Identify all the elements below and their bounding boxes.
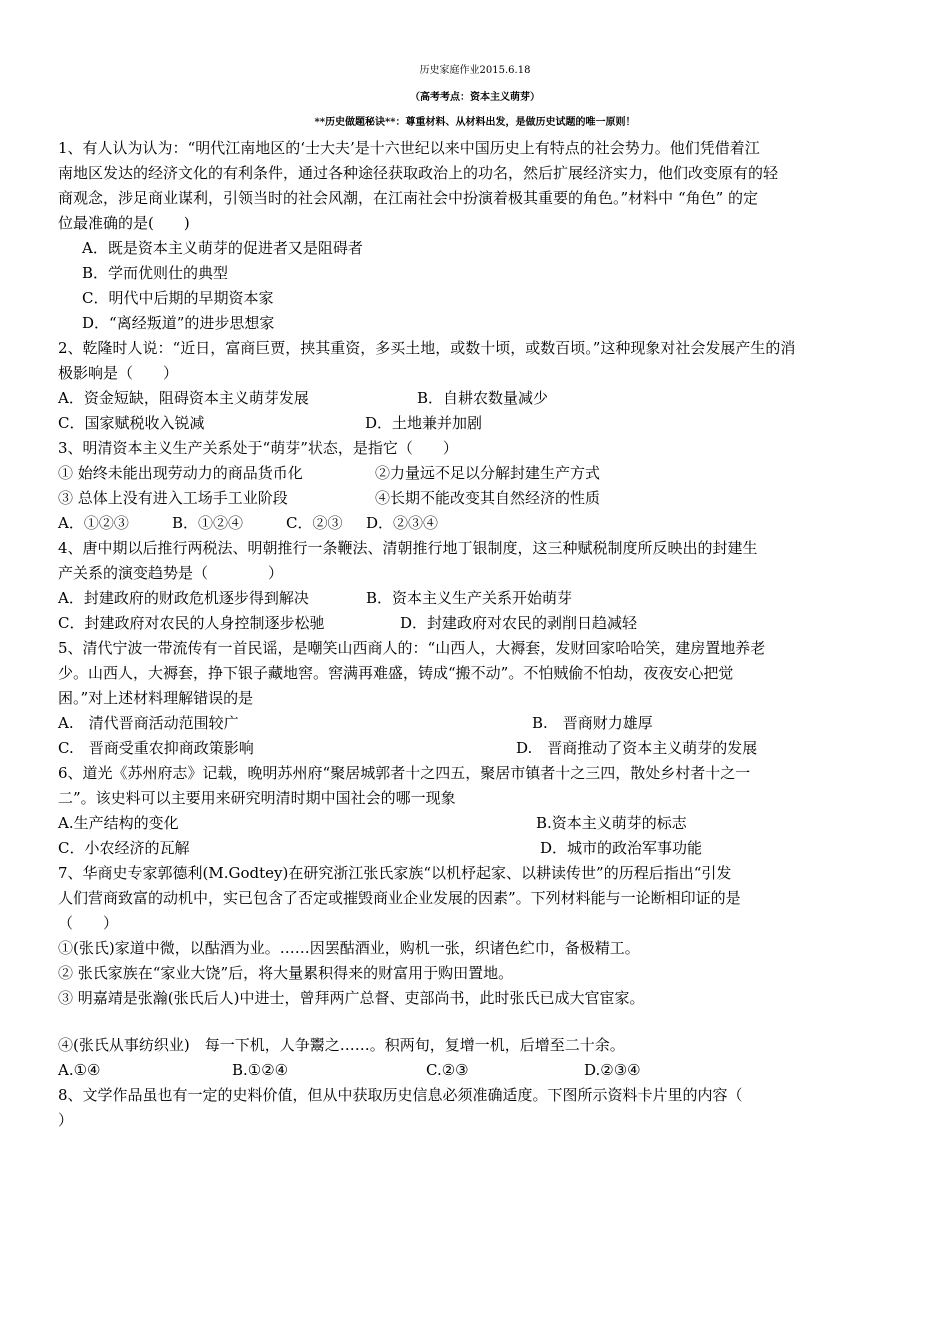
q6-option-d: D．城市的政治军事功能 (540, 839, 703, 857)
q7-item-1: ①(张氏)家道中微，以酤酒为业。……因罢酤酒业，购机一张，织诸色纻巾，备极精工。 (58, 939, 640, 957)
q6-stem-line: 二”。该史料可以主要用来研究明清时期中国社会的哪一现象 (58, 789, 456, 807)
page-subtitle: （高考考点：资本主义萌芽） (410, 92, 540, 103)
q1-stem-line: 1、有人认为认为：“明代江南地区的‘士大夫’是十六世纪以来中国历史上有特点的社会势力。他们凭借着江 (58, 139, 760, 157)
page-title: 历史家庭作业2015.6.18 (419, 65, 531, 76)
q5-option-b: B. 晋商财力雄厚 (532, 714, 653, 732)
q4-option-a: A．封建政府的财政危机逐步得到解决 (58, 589, 309, 607)
q1-stem-line: 商观念，涉足商业谋利，引领当时的社会风潮，在江南社会中扮演着极其重要的角色。”材料中 “角色” 的定 (58, 189, 759, 207)
q8-stem-line: ） (58, 1111, 74, 1129)
q3-item-2: ②力量远不足以分解封建生产方式 (375, 464, 601, 482)
q4-option-d: D．封建政府对农民的剥削日趋减轻 (400, 614, 638, 632)
q7-option-d: D.②③④ (584, 1061, 641, 1079)
q2-option-b: B．自耕农数量减少 (417, 389, 549, 407)
q7-option-c: C.②③ (426, 1061, 469, 1079)
q6-stem-line: 6、道光《苏州府志》记载，晚明苏州府“聚居城郭者十之四五，聚居市镇者十之三四，散处乡村者十之一 (58, 764, 751, 782)
q1-option-d: D．“离经叛道”的进步思想家 (82, 314, 275, 332)
q7-stem-line: 人们营商致富的动机中，实已包含了否定或摧毁商业企业发展的因素”。下列材料能与一论断相印证的是 (58, 889, 741, 907)
q8-stem-line: 8、文学作品虽也有一定的史料价值，但从中获取历史信息必须准确适度。下图所示资料卡片里的内容（ (58, 1086, 743, 1104)
q5-stem-line: 少。山西人，大褥套，挣下银子藏地窖。窖满再难盛，铸成“搬不动”。不怕贼偷不怕劫，夜夜安心把觉 (58, 664, 734, 682)
q2-option-d: D．土地兼并加剧 (365, 414, 483, 432)
q7-stem-line: 7、华商史专家郭德利(M.Godtey)在研究浙江张氏家族“以机杼起家、以耕读传世”的历程后指出“引发 (58, 864, 732, 882)
q3-option-d: D．②③④ (366, 514, 439, 532)
q3-option-a: A．①②③ (58, 514, 129, 532)
q1-option-b: B．学而优则仕的典型 (82, 264, 229, 282)
q1-stem-line: 位最准确的是( ) (58, 214, 190, 232)
q6-option-a: A.生产结构的变化 (58, 814, 179, 832)
q1-stem-line: 南地区发达的经济文化的有利条件，通过各种途径获取政治上的功名，然后扩展经济实力，他们改变原有的轻 (58, 164, 779, 182)
q2-stem-line: 2、乾隆时人说：“近日，富商巨贾，挟其重资，多买土地，或数十顷，或数百顷。”这种现象对社会发展产生的消 (58, 339, 796, 357)
q7-stem-line: （ ） (58, 914, 119, 932)
q1-option-c: C．明代中后期的早期资本家 (82, 289, 274, 307)
q7-item-2: ② 张氏家族在“家业大饶”后，将大量累积得来的财富用于购田置地。 (58, 964, 514, 982)
q7-option-a: A.①④ (58, 1061, 101, 1079)
q2-option-c: C．国家赋税收入锐减 (58, 414, 205, 432)
motto: **历史做题秘诀**：尊重材料、从材料出发，是做历史试题的唯一原则！ (314, 117, 636, 128)
q4-option-c: C．封建政府对农民的人身控制逐步松驰 (58, 614, 325, 632)
q4-stem-line: 4、唐中期以后推行两税法、明朝推行一条鞭法、清朝推行地丁银制度，这三种赋税制度所反映出的封建生 (58, 539, 758, 557)
q6-option-b: B.资本主义萌芽的标志 (536, 814, 687, 832)
q2-stem-line: 极影响是（ ） (58, 364, 179, 382)
q5-stem-line: 困。”对上述材料理解错误的是 (58, 689, 254, 707)
q3-item-4: ④长期不能改变其自然经济的性质 (375, 489, 601, 507)
q5-option-d: D. 晋商推动了资本主义萌芽的发展 (516, 739, 758, 757)
q3-stem-line: 3、明清资本主义生产关系处于“萌芽”状态，是指它（ ） (58, 439, 458, 457)
q6-option-c: C．小农经济的瓦解 (58, 839, 190, 857)
q3-item-3: ③ 总体上没有进入工场手工业阶段 (58, 489, 288, 507)
q7-item-3: ③ 明嘉靖是张瀚(张氏后人)中进士，曾拜两广总督、吏部尚书，此时张氏已成大官宦家。 (58, 989, 645, 1007)
q4-stem-line: 产关系的演变趋势是（ ） (58, 564, 284, 582)
q2-option-a: A．资金短缺，阻碍资本主义萌芽发展 (58, 389, 309, 407)
q5-option-c: C. 晋商受重农抑商政策影响 (58, 739, 254, 757)
q7-option-b: B.①②④ (232, 1061, 289, 1079)
q4-option-b: B．资本主义生产关系开始萌芽 (366, 589, 573, 607)
q7-item-4: ④(张氏从事纺织业) 每一下机，人争鬻之……。积两旬，复增一机，后增至二十余。 (58, 1036, 625, 1054)
q5-option-a: A. 清代晋商活动范围较广 (58, 714, 239, 732)
q3-option-c: C．②③ (286, 514, 343, 532)
q5-stem-line: 5、清代宁波一带流传有一首民谣，是嘲笑山西商人的：“山西人，大褥套，发财回家哈哈笑，建房置地养老 (58, 639, 766, 657)
q3-option-b: B．①②④ (172, 514, 244, 532)
q1-option-a: A．既是资本主义萌芽的促进者又是阻碍者 (82, 239, 363, 257)
q3-item-1: ① 始终未能出现劳动力的商品货币化 (58, 464, 303, 482)
